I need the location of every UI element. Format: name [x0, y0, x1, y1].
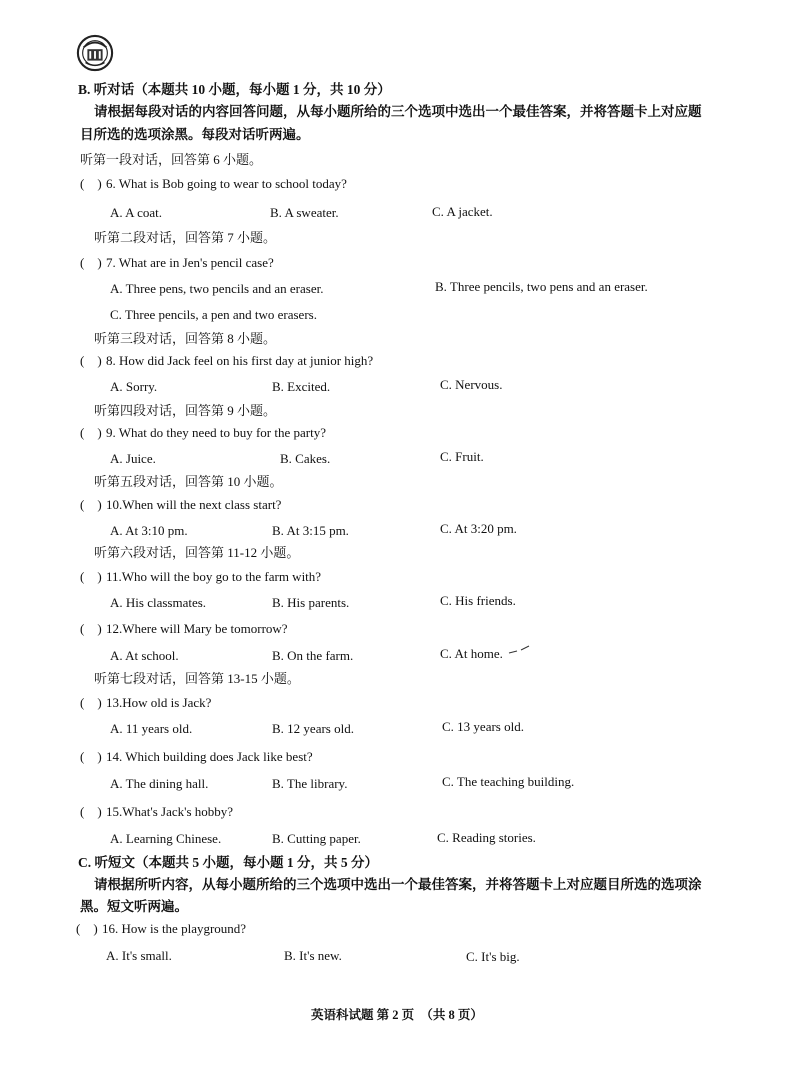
section-b-instruction-2: 目所选的选项涂黑。每段对话听两遍。 — [80, 127, 310, 142]
option: A. It's small. — [106, 948, 172, 963]
option: C. 13 years old. — [442, 719, 524, 734]
question — [80, 425, 326, 441]
option: C. Reading stories. — [437, 830, 536, 845]
question-text: 11.Who will the boy go to the farm with? — [106, 569, 322, 584]
option: C. It's big. — [466, 949, 520, 964]
question — [80, 695, 211, 711]
option: A. Sorry. — [110, 379, 158, 394]
section-c-instruction-2: 黑。短文听两遍。 — [80, 899, 188, 914]
answer-blank[interactable]: ( ) — [80, 569, 102, 584]
option: C. A jacket. — [432, 204, 493, 219]
option: C. At home. — [440, 646, 503, 661]
option: B. Cutting paper. — [272, 831, 361, 846]
answer-blank[interactable]: ( ) — [80, 695, 102, 710]
answer-blank[interactable]: ( ) — [80, 255, 102, 270]
pen-stroke-mark — [505, 643, 535, 683]
option: B. Excited. — [272, 379, 331, 394]
answer-blank[interactable]: ( ) — [76, 921, 98, 936]
option: A. 11 years old. — [110, 721, 193, 736]
option: B. It's new. — [284, 948, 342, 963]
option: C. At 3:20 pm. — [440, 521, 517, 536]
answer-blank[interactable]: ( ) — [80, 804, 102, 819]
question — [80, 621, 288, 637]
dialogue-intro: 听第六段对话，回答第 11-12 小题。 — [94, 545, 300, 560]
question — [80, 804, 233, 820]
page-footer: 英语科试题 第 2 页 （共 8 页） — [311, 1008, 483, 1022]
question — [80, 255, 274, 271]
option: A. His classmates. — [110, 595, 207, 610]
option: B. A sweater. — [270, 205, 339, 220]
dialogue-intro: 听第五段对话，回答第 10 小题。 — [94, 474, 283, 489]
option: A. A coat. — [110, 205, 162, 220]
answer-blank[interactable]: ( ) — [80, 621, 102, 636]
question-text: 7. What are in Jen's pencil case? — [106, 255, 274, 270]
option: B. Three pencils, two pens and an eraser. — [435, 279, 648, 294]
question-text: 15.What's Jack's hobby? — [106, 804, 234, 819]
option: A. The dining hall. — [110, 776, 209, 791]
question-text: 12.Where will Mary be tomorrow? — [106, 621, 288, 636]
question — [80, 749, 313, 765]
option: A. Juice. — [110, 451, 156, 466]
question-text: 16. How is the playground? — [102, 921, 247, 936]
question-text: 9. What do they need to buy for the party? — [106, 425, 326, 440]
option: B. At 3:15 pm. — [272, 523, 349, 538]
school-emblem-icon — [76, 34, 114, 72]
question-text: 8. How did Jack feel on his first day at junior high? — [106, 353, 374, 368]
question-text: 13.How old is Jack? — [106, 695, 212, 710]
answer-blank[interactable]: ( ) — [80, 425, 102, 440]
answer-blank[interactable]: ( ) — [80, 353, 102, 368]
option: B. The library. — [272, 776, 348, 791]
section-c-title: C. 听短文（本题共 5 小题，每小题 1 分，共 5 分） — [78, 855, 378, 870]
option: B. Cakes. — [280, 451, 331, 466]
question — [80, 353, 373, 369]
option: C. Three pencils, a pen and two erasers. — [110, 307, 317, 322]
option: A. Three pens, two pencils and an eraser. — [110, 281, 324, 296]
question-text: 10.When will the next class start? — [106, 497, 282, 512]
option: A. At 3:10 pm. — [110, 523, 188, 538]
dialogue-intro: 听第四段对话，回答第 9 小题。 — [94, 403, 277, 418]
answer-blank[interactable]: ( ) — [80, 176, 102, 191]
question — [80, 569, 321, 585]
option: C. Nervous. — [440, 377, 503, 392]
option: A. At school. — [110, 648, 179, 663]
question — [76, 921, 246, 937]
option: A. Learning Chinese. — [110, 831, 222, 846]
dialogue-intro: 听第二段对话，回答第 7 小题。 — [94, 230, 277, 245]
dialogue-intro: 听第三段对话，回答第 8 小题。 — [94, 331, 277, 346]
dialogue-intro: 听第七段对话，回答第 13-15 小题。 — [94, 671, 300, 686]
question — [80, 497, 281, 513]
section-b-instruction-1: 请根据每段对话的内容回答问题，从每小题所给的三个选项中选出一个最佳答案，并将答题卡上对应题 — [94, 104, 702, 119]
question-text: 14. Which building does Jack like best? — [106, 749, 313, 764]
option: B. 12 years old. — [272, 721, 354, 736]
answer-blank[interactable]: ( ) — [80, 749, 102, 764]
question-text: 6. What is Bob going to wear to school today? — [106, 176, 347, 191]
option: C. Fruit. — [440, 449, 484, 464]
dialogue-intro: 听第一段对话，回答第 6 小题。 — [80, 152, 263, 167]
option: B. His parents. — [272, 595, 350, 610]
option: C. The teaching building. — [442, 774, 575, 789]
answer-blank[interactable]: ( ) — [80, 497, 102, 512]
option: B. On the farm. — [272, 648, 354, 663]
section-c-instruction-1: 请根据所听内容，从每小题所给的三个选项中选出一个最佳答案，并将答题卡上对应题目所选的选项涂 — [94, 877, 702, 892]
option: C. His friends. — [440, 593, 516, 608]
question — [80, 176, 347, 192]
section-b-title: B. 听对话（本题共 10 小题，每小题 1 分，共 10 分） — [78, 82, 391, 97]
